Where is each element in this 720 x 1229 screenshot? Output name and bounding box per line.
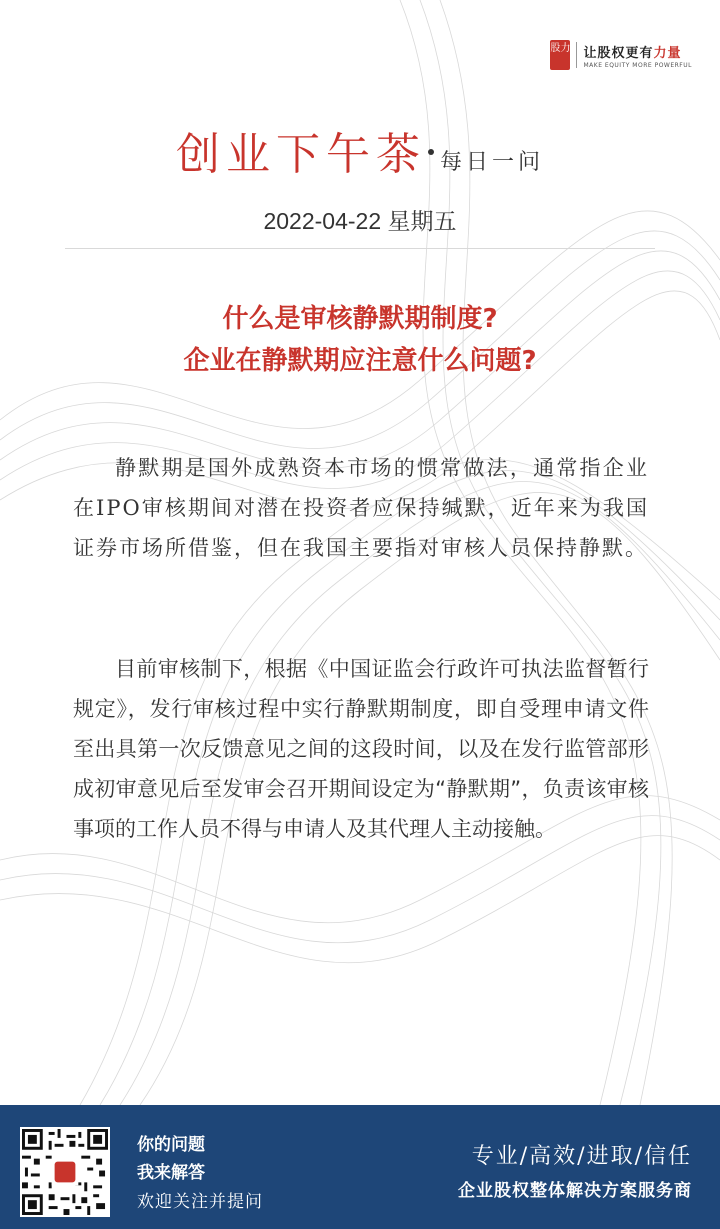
brand-text	[583, 42, 692, 69]
footer-follow-ask: 欢迎关注并提问	[137, 1192, 263, 1212]
divider-line	[65, 248, 655, 249]
question-line-2: 企业在静默期应注意什么问题?	[183, 346, 537, 376]
footer-left-text	[137, 1131, 263, 1217]
footer-banner	[0, 1105, 720, 1229]
footer-right-text	[458, 1139, 692, 1201]
brand-subtitle: MAKE EQUITY MORE POWERFUL	[583, 61, 692, 69]
brand-header	[550, 40, 692, 70]
brand-slogan-accent: 力量	[653, 45, 682, 61]
brand-slogan-prefix: 让股权更有	[583, 45, 654, 61]
masthead	[0, 118, 720, 182]
issue-date: 2022-04-22 星期五	[263, 208, 457, 234]
masthead-subtitle: 每日一问	[439, 150, 544, 175]
brand-divider	[576, 42, 577, 68]
footer-we-answer: 我来解答	[137, 1163, 205, 1183]
brand-slogan	[583, 42, 692, 61]
answer-paragraph-2: 目前审核制下，根据《中国证监会行政许可执法监督暂行规定》，发行审核过程中实行静默期制度，即自受理申请文件至出具第一次反馈意见之间的这段时间，以及在发行监管部形成初审意见后至发审会召开期间设定为“静默期”，负责该审核事项的工作人员不得与申请人及其代理人主动接触。	[73, 657, 649, 841]
answer-paragraph-1: 静默期是国外成熟资本市场的惯常做法，通常指企业在IPO审核期间对潜在投资者应保持缄默，近年来为我国证券市场所借鉴，但在我国主要指对审核人员保持静默。	[73, 456, 649, 560]
masthead-dot	[428, 149, 434, 155]
footer-tagline: 企业股权整体解决方案服务商	[458, 1181, 692, 1201]
footer-your-question: 你的问题	[137, 1135, 205, 1155]
brand-logo-icon: 股力	[550, 40, 570, 70]
masthead-title: 创业下午茶	[175, 129, 426, 180]
question-line-1: 什么是审核静默期制度?	[222, 304, 498, 334]
footer-values: 专业/高效/进取/信任	[471, 1144, 692, 1169]
qr-code-icon	[20, 1127, 110, 1217]
